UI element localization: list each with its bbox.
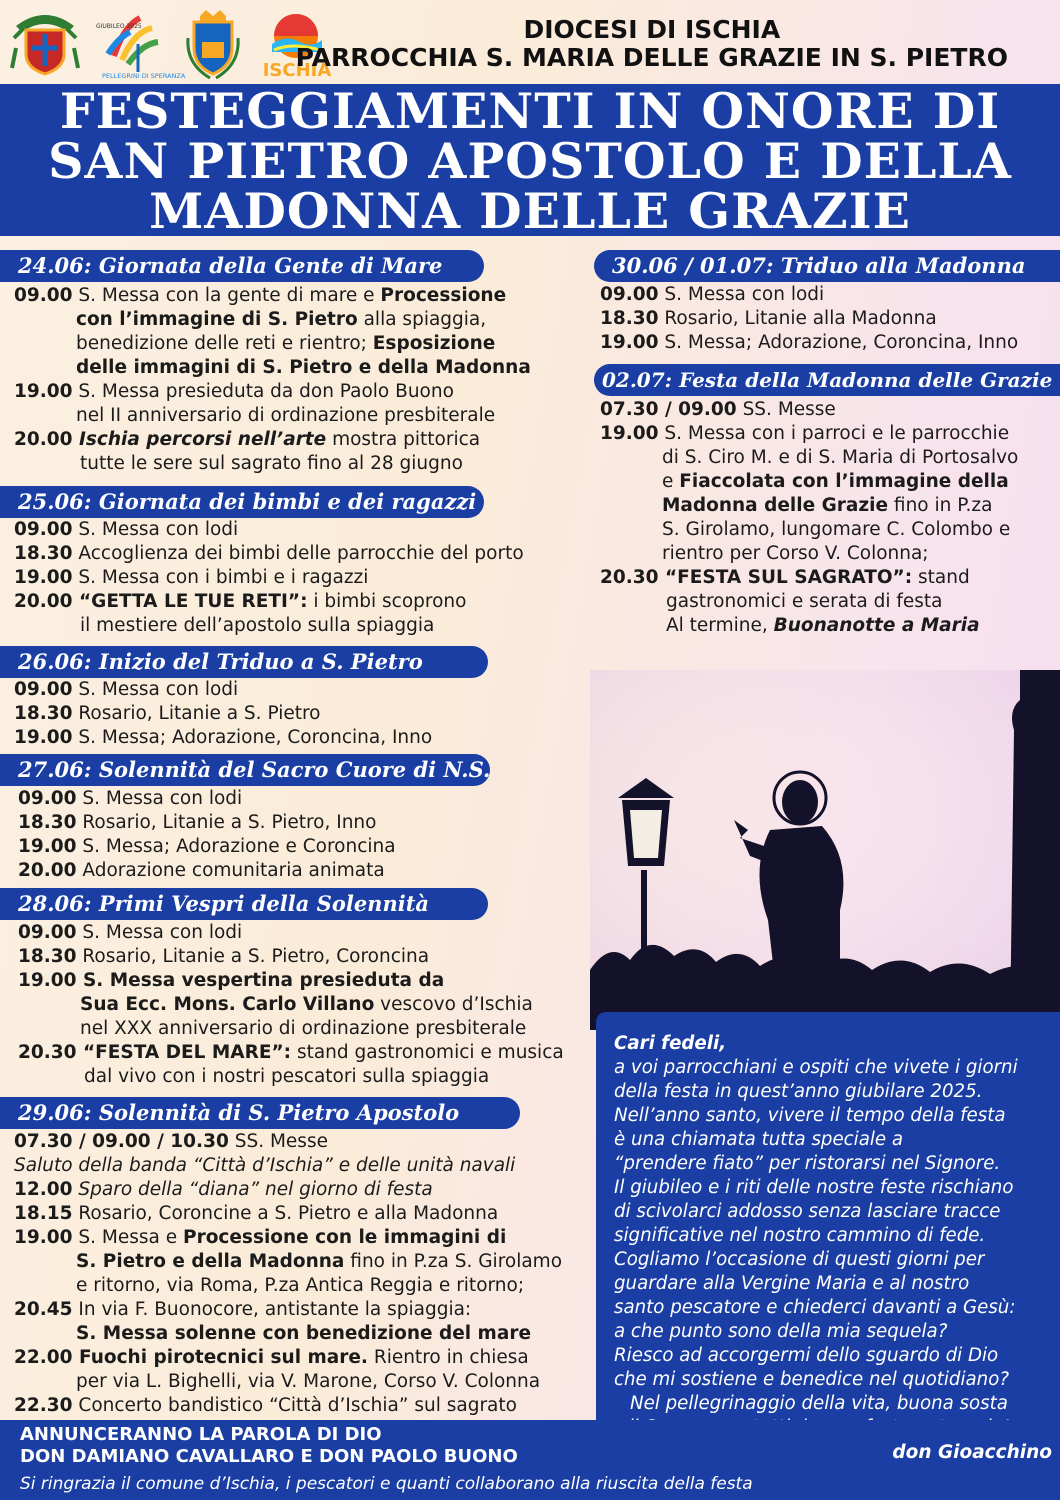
letter-line: Nel pellegrinaggio della vita, buona sosta <box>630 1393 1008 1414</box>
list-item: 19.00 S. Messa con i parroci e le parrocchie <box>600 423 1010 444</box>
list-item: il mestiere dell’apostolo sulla spiaggia <box>80 615 435 636</box>
page-title <box>0 82 1060 240</box>
list-item: 19.00 S. Messa; Adorazione, Coroncina, Inno <box>600 332 1019 353</box>
section-24-06-list <box>14 284 531 476</box>
list-item: Al termine, Buonanotte a Maria <box>666 615 980 636</box>
jubilee-2025-logo-icon <box>94 8 186 80</box>
letter-line: a che punto sono della mia sequela? <box>614 1321 948 1342</box>
letter-signature: don Gioacchino <box>892 1442 1052 1463</box>
list-item: 18.15 Rosario, Coroncine a S. Pietro e alla Madonna <box>14 1203 499 1224</box>
letter-line: santo pescatore e chiederci davanti a Gesù: <box>614 1297 1016 1318</box>
section-heading-27-06: 27.06: Solennità del Sacro Cuore di N.S. <box>0 754 490 786</box>
list-item: 18.30 Rosario, Litanie a S. Pietro <box>14 703 321 724</box>
section-heading-30-06: 30.06 / 01.07: Triduo alla Madonna <box>594 250 1060 282</box>
list-item: nel II anniversario di ordinazione presbiterale <box>76 405 496 426</box>
list-item: 20.00 Ischia percorsi nell’arte mostra pittorica <box>14 429 481 450</box>
list-item: delle immagini di S. Pietro e della Madonna <box>76 357 531 378</box>
list-item: 18.30 Accoglienza dei bimbi delle parrocchie del porto <box>14 543 524 564</box>
section-25-06-list <box>14 518 524 638</box>
logo-row <box>10 6 338 82</box>
list-item: 19.00 S. Messa vespertina presieduta da <box>18 970 445 991</box>
letter-line: significative nel nostro cammino di fede. <box>614 1225 986 1246</box>
list-item: 18.30 Rosario, Litanie a S. Pietro, Inno <box>18 812 377 833</box>
section-heading-28-06: 28.06: Primi Vespri della Solennità <box>0 888 488 920</box>
letter-line: della festa in quest’anno giubilare 2025. <box>614 1081 983 1102</box>
list-item: 18.30 Rosario, Litanie alla Madonna <box>600 308 937 329</box>
list-item: 20.30 “FESTA DEL MARE”: stand gastronomici e musica <box>18 1042 564 1063</box>
list-item: rientro per Corso V. Colonna; <box>662 543 929 564</box>
list-item: 20.45 In via F. Buonocore, antistante la spiaggia: <box>14 1299 472 1320</box>
footer-line-2: DON DAMIANO CAVALLARO E DON PAOLO BUONO <box>20 1446 518 1467</box>
list-item: gastronomici e serata di festa <box>666 591 943 612</box>
list-item: 19.00 S. Messa e Processione con le immagini di <box>14 1227 507 1248</box>
list-item: Sua Ecc. Mons. Carlo Villano vescovo d’Ischia <box>80 994 533 1015</box>
letter-line: Nell’anno santo, vivere il tempo della festa <box>614 1105 1006 1126</box>
diocese-coat-of-arms-icon <box>10 8 80 80</box>
statue-silhouette-photo <box>590 670 1060 1030</box>
section-heading-25-06: 25.06: Giornata dei bimbi e dei ragazzi <box>0 486 484 518</box>
footer-line-1: ANNUNCERANNO LA PAROLA DI DIO <box>20 1424 382 1445</box>
section-heading-02-07: 02.07: Festa della Madonna delle Grazie <box>594 364 1060 396</box>
letter-greeting: Cari fedeli, <box>614 1033 727 1054</box>
list-item: 19.00 S. Messa; Adorazione e Coroncina <box>18 836 396 857</box>
letter-line: Cogliamo l’occasione di questi giorni per <box>614 1249 985 1270</box>
footer-speakers <box>20 1424 518 1468</box>
jubilee-logo-text: PELLEGRINI DI SPERANZA <box>102 72 186 80</box>
list-item: 19.00 S. Messa; Adorazione, Coroncina, Inno <box>14 727 433 748</box>
letter-line: Riesco ad accorgermi dello sguardo di Dio <box>614 1345 999 1366</box>
list-item: 20.30 “FESTA SUL SAGRATO”: stand <box>600 567 970 588</box>
footer-thanks: Si ringrazia il comune d’Ischia, i pescatori e quanti collaborano alla riuscita della festa <box>20 1474 753 1494</box>
parish-name: PARROCCHIA S. MARIA DELLE GRAZIE IN S. PIETRO <box>295 43 1008 72</box>
section-27-06-list <box>18 787 396 883</box>
section-heading-26-06: 26.06: Inizio del Triduo a S. Pietro <box>0 646 488 678</box>
list-item: S. Girolamo, lungomare C. Colombo e <box>662 519 1011 540</box>
jubilee-logo-year: GIUBILEO 2025 <box>96 23 142 30</box>
letter-line: che mi sostiene e benedice nel quotidiano? <box>614 1369 1009 1390</box>
list-item: Saluto della banda “Città d’Ischia” e delle unità navali <box>14 1155 516 1176</box>
list-item: 09.00 S. Messa con lodi <box>600 284 825 305</box>
list-item: 20.00 “GETTA LE TUE RETI”: i bimbi scoprono <box>14 591 467 612</box>
section-28-06-list <box>18 921 564 1089</box>
list-item: S. Messa solenne con benedizione del mare <box>76 1323 531 1344</box>
section-heading-24-06: 24.06: Giornata della Gente di Mare <box>0 250 484 282</box>
ischia-logo-text: ISCHIA <box>262 60 332 81</box>
list-item: 09.00 S. Messa con lodi <box>18 922 243 943</box>
letter-line: guardare alla Vergine Maria e al nostro <box>614 1273 970 1294</box>
list-item: dal vivo con i nostri pescatori sulla spiaggia <box>84 1066 490 1087</box>
title-line-2: SAN PIETRO APOSTOLO E DELLA <box>48 132 1012 190</box>
list-item: 22.00 Fuochi pirotecnici sul mare. Rientro in chiesa <box>14 1347 529 1368</box>
list-item: 09.00 S. Messa con la gente di mare e Processione <box>14 285 507 306</box>
list-item: 12.00 Sparo della “diana” nel giorno di festa <box>14 1179 433 1200</box>
letter-line: Il giubileo e i riti delle nostre feste rischiano <box>614 1177 1014 1198</box>
list-item: 09.00 S. Messa con lodi <box>14 679 239 700</box>
list-item: 07.30 / 09.00 / 10.30 SS. Messe <box>14 1131 328 1152</box>
list-item: 09.00 S. Messa con lodi <box>18 788 243 809</box>
pastor-letter <box>614 1032 1054 1440</box>
diocese-name: DIOCESI DI ISCHIA <box>523 15 781 44</box>
section-02-07-list <box>600 398 1018 638</box>
list-item: 09.00 S. Messa con lodi <box>14 519 239 540</box>
letter-line: è una chiamata tutta speciale a <box>614 1129 904 1150</box>
list-item: 20.00 Adorazione comunitaria animata <box>18 860 385 881</box>
list-item: benedizione delle reti e rientro; Esposizione <box>76 333 496 354</box>
letter-line: a voi parrocchiani e ospiti che vivete i giorni <box>614 1057 1018 1078</box>
section-29-06-list <box>14 1130 562 1418</box>
letter-line: di scivolarci addosso senza lasciare tracce <box>614 1201 1001 1222</box>
section-26-06-list <box>14 678 432 750</box>
municipality-coat-of-arms-icon <box>184 8 242 80</box>
list-item: con l’immagine di S. Pietro alla spiaggia, <box>76 309 487 330</box>
list-item: e ritorno, via Roma, P.za Antica Reggia e ritorno; <box>76 1275 525 1296</box>
list-item: per via L. Bighelli, via V. Marone, Corso V. Colonna <box>76 1371 541 1392</box>
list-item: Madonna delle Grazie fino in P.za <box>662 495 993 516</box>
list-item: 19.00 S. Messa presieduta da don Paolo Buono <box>14 381 454 402</box>
list-item: 19.00 S. Messa con i bimbi e i ragazzi <box>14 567 369 588</box>
section-heading-29-06: 29.06: Solennità di S. Pietro Apostolo <box>0 1097 520 1129</box>
list-item: di S. Ciro M. e di S. Maria di Portosalvo <box>662 447 1019 468</box>
list-item: 18.30 Rosario, Litanie a S. Pietro, Coroncina <box>18 946 430 967</box>
title-line-3: MADONNA DELLE GRAZIE <box>149 182 911 240</box>
list-item: tutte le sere sul sagrato fino al 28 giugno <box>80 453 463 474</box>
list-item: S. Pietro e della Madonna fino in P.za S. Girolamo <box>76 1251 563 1272</box>
title-line-1: FESTEGGIAMENTI IN ONORE DI <box>59 82 1001 140</box>
list-item: e Fiaccolata con l’immagine della <box>662 471 1009 492</box>
organizer <box>296 16 1008 72</box>
list-item: nel XXX anniversario di ordinazione presbiterale <box>80 1018 527 1039</box>
list-item: 07.30 / 09.00 SS. Messe <box>600 399 836 420</box>
section-30-06-list <box>600 283 1018 355</box>
list-item: 22.30 Concerto bandistico “Città d’Ischia” sul sagrato <box>14 1395 517 1416</box>
letter-line: “prendere fiato” per ristorarsi nel Signore. <box>614 1153 1001 1174</box>
